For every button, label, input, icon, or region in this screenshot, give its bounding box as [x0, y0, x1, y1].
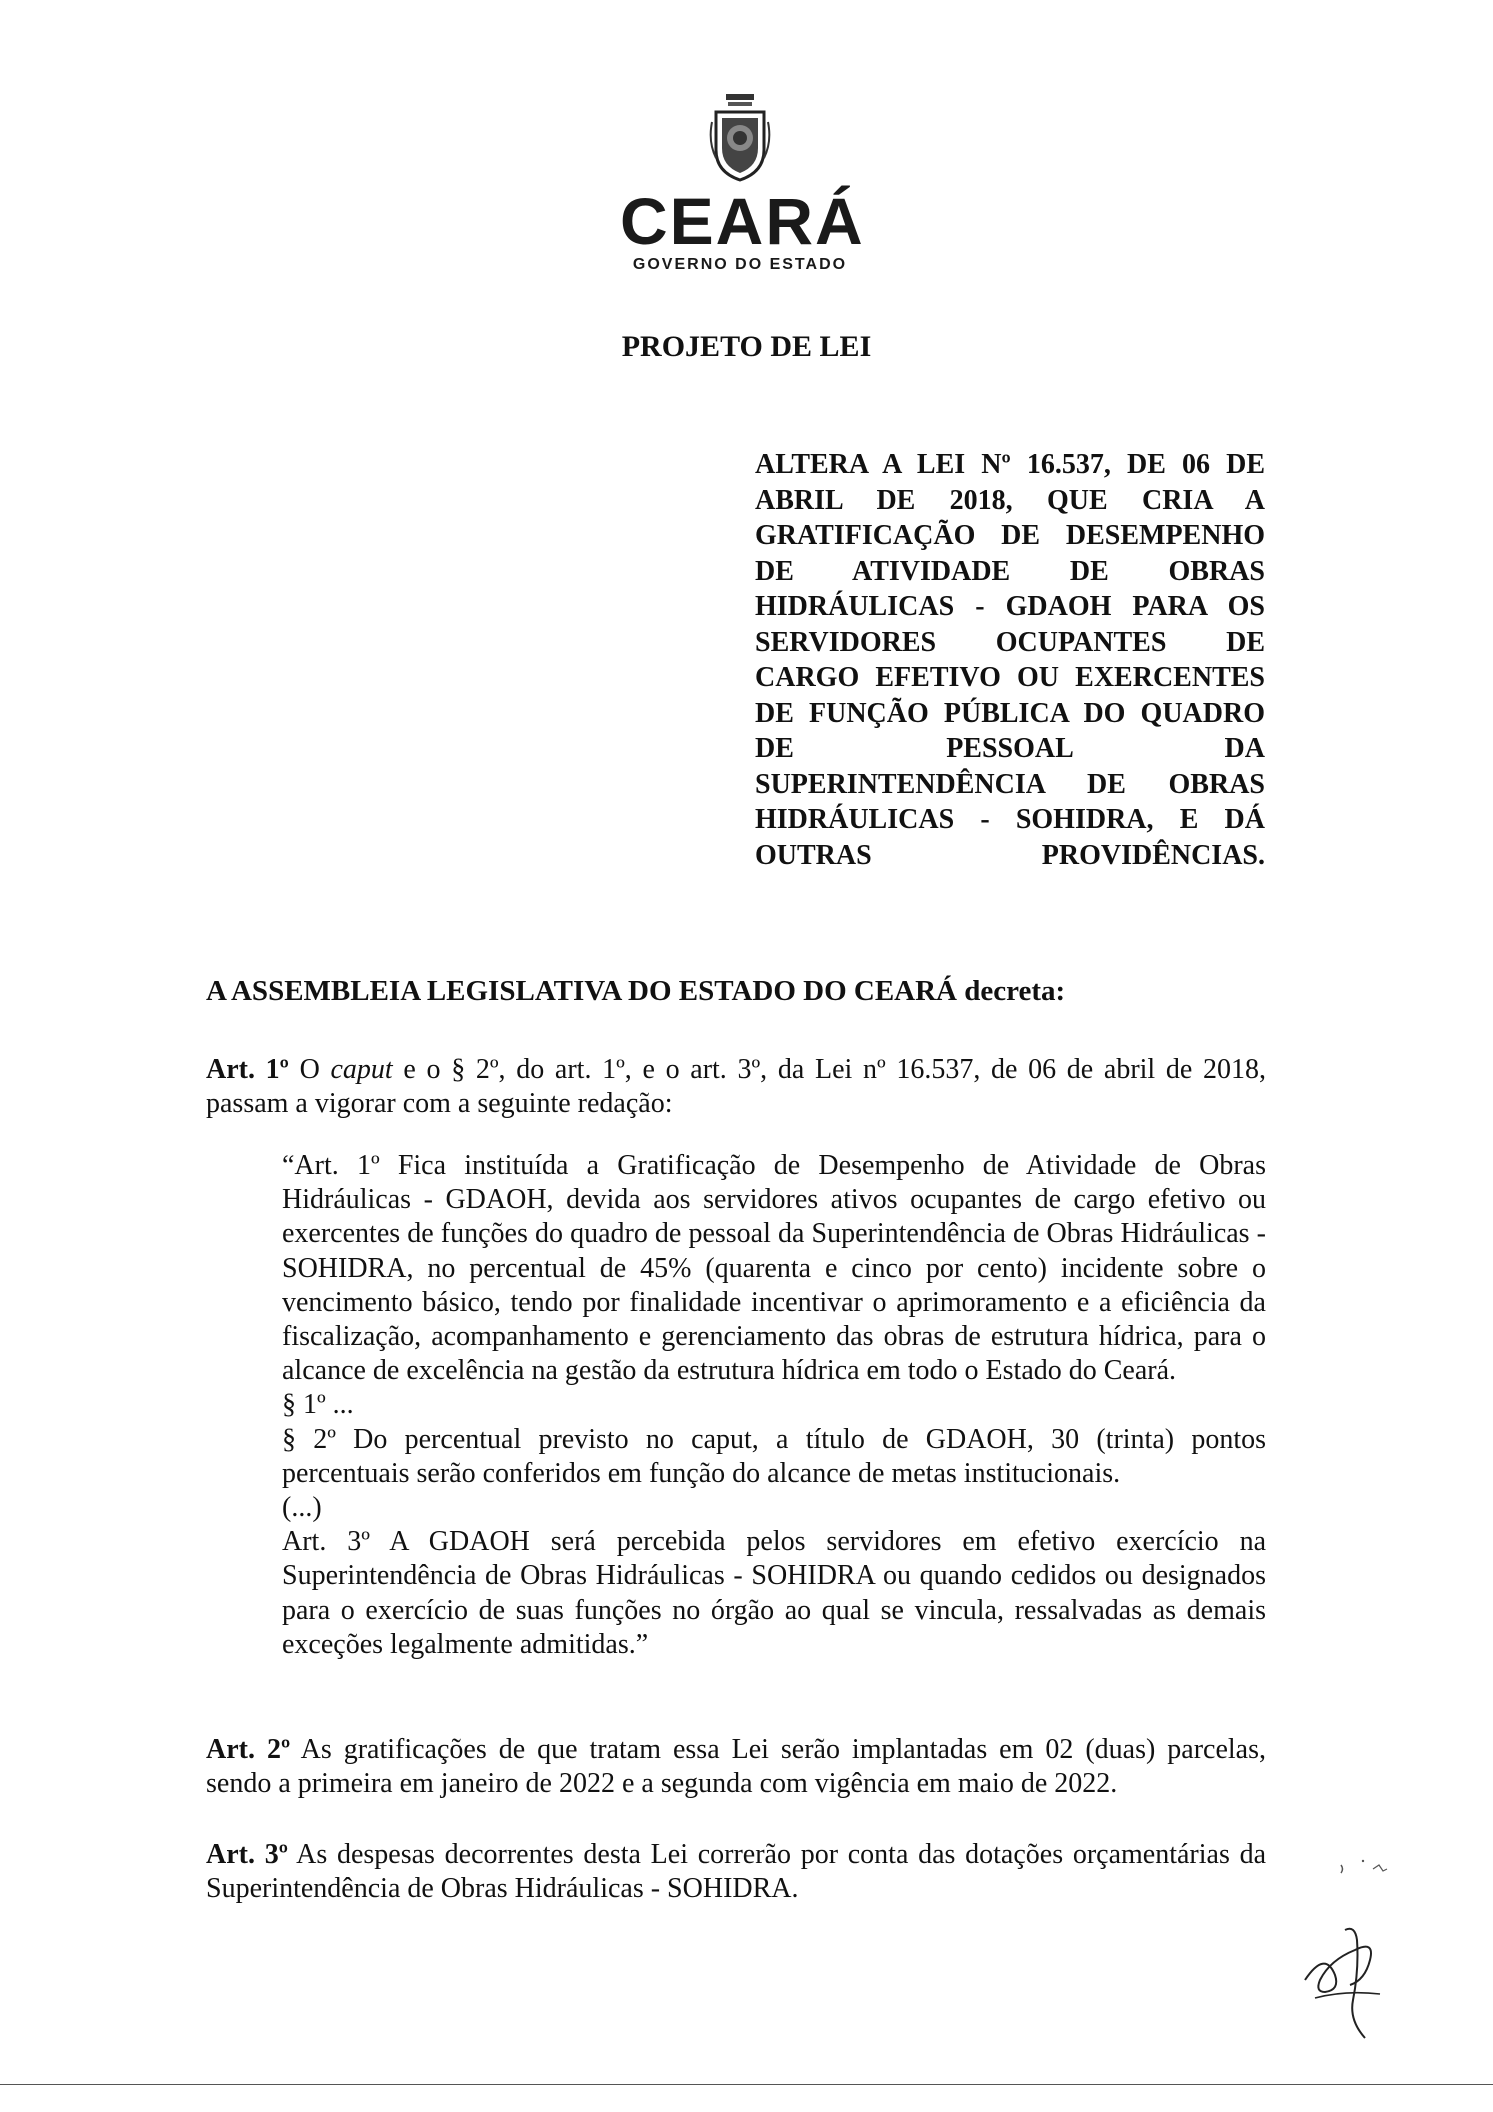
- coat-of-arms-icon: [708, 92, 772, 184]
- article-1-label: Art. 1º: [206, 1054, 289, 1085]
- bill-summary: ALTERA A LEI Nº 16.537, DE 06 DE ABRIL DE 2018, QUE CRIA A GRATIFICAÇÃO DE DESEMPENHO DE ATIVIDADE DE OBRAS HIDRÁULICAS - GDAOH PARA OS SERVIDORES OCUPANTES DE CARGO EFETIVO OU EXERCENTES DE FUNÇÃO PÚBLICA DO QUADRO DE PESSOAL DA SUPERINTENDÊNCIA DE OBRAS HIDRÁULICAS - SOHIDRA, E DÁ OUTRAS PROVIDÊNCIAS.: [755, 449, 1265, 871]
- article-1-text-before: O: [288, 1054, 331, 1085]
- article-2-text: As gratificações de que tratam essa Lei serão implantadas em 02 (duas) parcelas, sendo a primeira em janeiro de 2022 e a segunda com vigência em maio de 2022.: [206, 1734, 1266, 1799]
- article-1-text-after: e o § 2º, do art. 1º, e o art. 3º, da Lei nº 16.537, de 06 de abril de 2018, passam a vigorar com a seguinte redação:: [206, 1054, 1266, 1119]
- article-2-label: Art. 2º: [206, 1734, 291, 1765]
- quote-paragraph: § 1º ...: [282, 1389, 354, 1421]
- quote-paragraph: Art. 3º A GDAOH será percebida pelos servidores em efetivo exercício na Superintendência de Obras Hidráulicas - SOHIDRA ou quando cedidos ou designados para o exercício de suas funções no órgão ao qual se vincula, ressalvadas as demais exceções legalmente admitidas.”: [282, 1526, 1266, 1660]
- article-1-caput: caput: [330, 1054, 393, 1085]
- margin-marks: [1335, 1855, 1395, 1895]
- article-2: [206, 1733, 1266, 1801]
- quote-paragraph: (...): [282, 1492, 322, 1524]
- article-3-label: Art. 3º: [206, 1839, 288, 1870]
- article-1: [206, 1053, 1266, 1121]
- header-logo: [620, 92, 865, 274]
- amended-text-quote: [282, 1149, 1266, 1662]
- government-subtitle: GOVERNO DO ESTADO: [632, 256, 848, 273]
- footer-divider: [0, 2084, 1493, 2085]
- page-title: PROJETO DE LEI: [621, 330, 872, 363]
- quote-paragraph: “Art. 1º Fica instituída a Gratificação de Desempenho de Atividade de Obras Hidráulicas - GDAOH, devida aos servidores ativos ocupantes de cargo efetivo ou exercentes de funções do quadro de pessoal da Superintendência de Obras Hidráulicas - SOHIDRA, no percentual de 45% (quarenta e cinco por cento) incidente sobre o vencimento básico, tendo por finalidade incentivar o aprimoramento e a eficiência da fiscalização, acompanhamento e gerenciamento das obras de estrutura hídrica, para o alcance de excelência na gestão da estrutura hídrica em todo o Estado do Ceará.: [282, 1150, 1266, 1387]
- article-3: [206, 1838, 1266, 1906]
- signature-mark: [1285, 1920, 1425, 2050]
- state-wordmark: CEARÁ: [620, 184, 865, 258]
- article-3-text: As despesas decorrentes desta Lei correrão por conta das dotações orçamentárias da Superintendência de Obras Hidráulicas - SOHIDRA.: [206, 1839, 1267, 1904]
- quote-paragraph: § 2º Do percentual previsto no caput, a título de GDAOH, 30 (trinta) pontos percentuais serão conferidos em função do alcance de metas institucionais.: [282, 1423, 1266, 1489]
- enactment-clause: A ASSEMBLEIA LEGISLATIVA DO ESTADO DO CEARÁ decreta:: [206, 975, 1066, 1007]
